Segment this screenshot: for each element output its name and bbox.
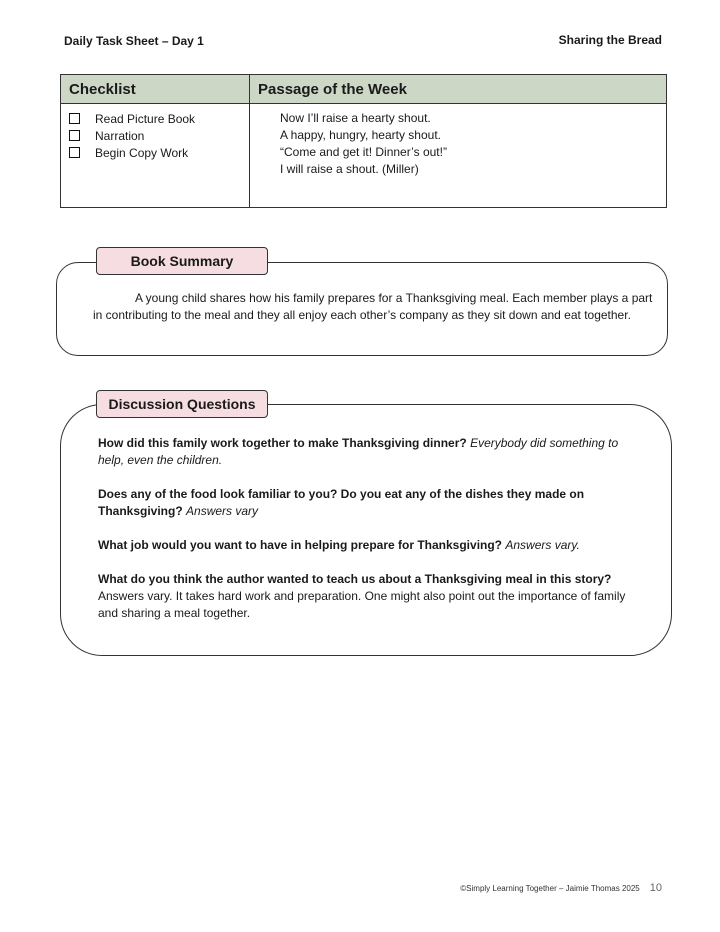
checkbox-icon[interactable]	[69, 147, 80, 158]
summary-text: A young child shares how his family prepares for a Thanksgiving meal. Each member plays a part in contributing to the meal and they all enjoy each other’s company as they sit down and eat together.	[93, 291, 653, 322]
passage-line: Now I’ll raise a hearty shout.	[280, 111, 431, 125]
checkbox-icon[interactable]	[69, 113, 80, 124]
answer-text: Everybody did something to help, even the children.	[98, 436, 619, 467]
discussion-questions-tab: Discussion Questions	[96, 390, 268, 418]
passage-cell	[250, 104, 667, 208]
book-summary-panel	[56, 262, 668, 356]
question-text: How did this family work together to make Thanksgiving dinner?	[98, 436, 467, 450]
question-text: What job would you want to have in helping prepare for Thanksgiving?	[98, 538, 503, 552]
sheet-title: Daily Task Sheet – Day 1	[64, 34, 204, 48]
discussion-question	[98, 537, 628, 554]
passage-line: A happy, hungry, hearty shout.	[280, 128, 441, 142]
checklist-item[interactable]	[69, 144, 241, 161]
answer-text: Answers vary. It takes hard work and preparation. One might also point out the importance of family and sharing a meal together.	[98, 589, 626, 620]
checklist-item-label: Begin Copy Work	[95, 145, 189, 160]
checklist-item[interactable]	[69, 127, 241, 144]
discussion-question	[98, 571, 628, 622]
passage-line: I will raise a shout. (Miller)	[280, 162, 419, 176]
checklist-cell	[61, 104, 250, 208]
checklist-item-label: Read Picture Book	[95, 111, 196, 126]
checklist-passage-table	[60, 74, 667, 208]
question-text: What do you think the author wanted to teach us about a Thanksgiving meal in this story?	[98, 572, 612, 586]
book-summary-tab: Book Summary	[96, 247, 268, 275]
discussion-panel	[60, 404, 672, 656]
copyright-text: ©Simply Learning Together – Jaimie Thomas 2025	[460, 884, 640, 893]
checklist-heading: Checklist	[61, 75, 250, 104]
checklist-item[interactable]	[69, 110, 241, 127]
checkbox-icon[interactable]	[69, 130, 80, 141]
footer	[460, 882, 662, 894]
book-title: Sharing the Bread	[558, 33, 662, 47]
passage-line: “Come and get it! Dinner’s out!”	[280, 145, 447, 159]
checklist-item-label: Narration	[95, 128, 145, 143]
discussion-question	[98, 435, 628, 469]
passage-heading: Passage of the Week	[250, 75, 667, 104]
discussion-question	[98, 486, 628, 520]
answer-text: Answers vary.	[505, 538, 580, 552]
page-number: 10	[649, 882, 662, 894]
question-text: Does any of the food look familiar to you? Do you eat any of the dishes they made on Thanksgiving?	[98, 487, 585, 518]
answer-text: Answers vary	[186, 504, 259, 518]
